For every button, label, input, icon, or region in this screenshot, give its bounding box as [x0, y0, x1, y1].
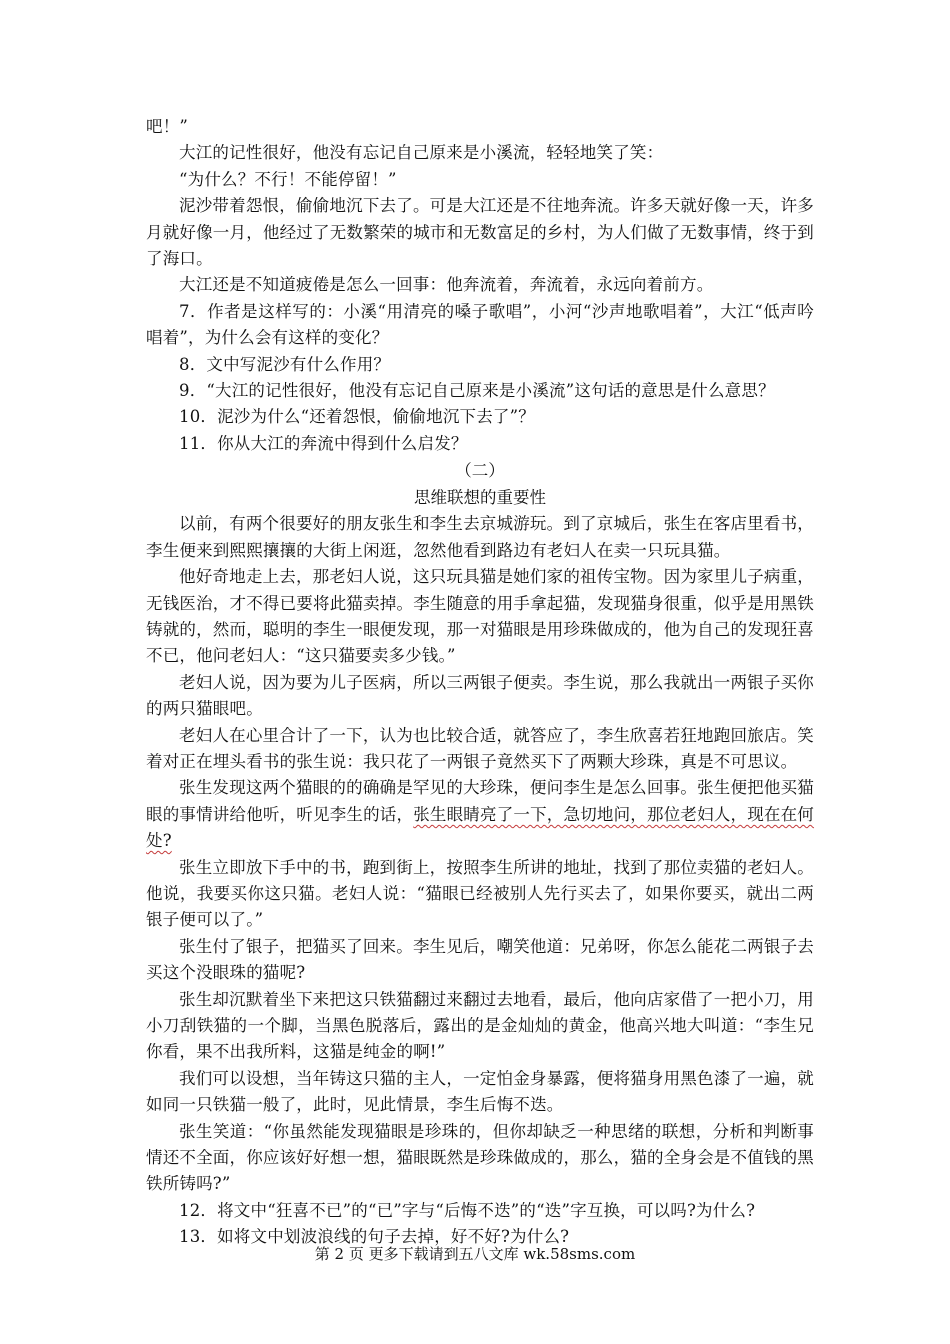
- question-8: 8．文中写泥沙有什么作用？: [179, 354, 391, 374]
- passage-paragraph: 大江还是不知道疲倦是怎么一回事：他奔流着，奔流着，永远向着前方。: [179, 275, 714, 295]
- question-7: 7．作者是这样写的：小溪“用清亮的嗓子歌唱”，小河“沙声地歌唱着”，大江“低声吟唱着”，为什么会有这样的变化？: [146, 301, 814, 348]
- passage-paragraph: 老妇人在心里合计了一下，认为也比较合适，就答应了，李生欣喜若狂地跑回旅店。笑着对正在埋头看书的张生说：我只花了一两银子竟然买下了两颗大珍珠，真是不可思议。: [146, 725, 814, 771]
- passage-paragraph: 老妇人说，因为要为儿子医病，所以三两银子便卖。李生说，那么我就出一两银子买你的两只猫眼吧。: [146, 672, 814, 719]
- question-11: 11．你从大江的奔流中得到什么启发？: [179, 433, 468, 453]
- section-title: 思维联想的重要性: [414, 488, 546, 508]
- page-content: [146, 114, 814, 1251]
- passage-paragraph: 泥沙带着怨恨，偷偷地沉下去了。可是大江还是不往地奔流。许多天就好像一天，许多月就好像一月，他经过了无数繁荣的城市和无数富足的乡村，为人们做了无数事情，终于到了海口。: [146, 196, 814, 269]
- wavy-underlined-sentence: 张生眼睛亮了一下，急切地问，那位老妇人，现在在何处?: [146, 804, 815, 851]
- question-10: 10．泥沙为什么“还着怨恨，偷偷地沉下去了”？: [179, 407, 535, 427]
- section-number: （二）: [455, 461, 505, 481]
- passage-paragraph: [146, 775, 814, 854]
- passage-paragraph: 我们可以设想，当年铸这只猫的主人，一定怕金身暴露，便将猫身用黑色漆了一遍，就如同一只铁猫一般了，此时，见此情景，李生后悔不迭。: [146, 1068, 814, 1115]
- passage-paragraph: 大江的记性很好，他没有忘记自己原来是小溪流，轻轻地笑了笑：: [179, 143, 664, 163]
- passage-paragraph: 张生立即放下手中的书，跑到街上，按照李生所讲的地址，找到了那位卖猫的老妇人。他说，我要买你这只猫。老妇人说：“猫眼已经被别人先行买去了，如果你要买，就出二两银子便可以了。”: [146, 857, 814, 930]
- passage-paragraph: “为什么？不行！不能停留！”: [179, 169, 397, 189]
- passage-paragraph: 以前，有两个很要好的朋友张生和李生去京城游玩。到了京城后，张生在客店里看书，李生便来到熙熙攘攘的大街上闲逛，忽然他看到路边有老妇人在卖一只玩具猫。: [146, 514, 814, 560]
- passage-paragraph: 张生笑道：“你虽然能发现猫眼是珍珠的，但你却缺乏一种思绪的联想，分析和判断事情还不全面，你应该好好想一想，猫眼既然是珍珠做成的，那么，猫的全身会是不值钱的黑铁所铸吗?”: [146, 1121, 814, 1194]
- paragraph-text: 张生发现这两个猫眼的的确确是罕见的大珍珠，便问李生是怎么回事。张生便把他买猫眼的事情讲给他听，听见李生的话，: [146, 778, 814, 824]
- passage-paragraph: 张生付了银子，把猫买了回来。李生见后，嘲笑他道：兄弟呀，你怎么能花二两银子去买这个没眼珠的猫呢?: [146, 936, 814, 983]
- passage-paragraph: 张生却沉默着坐下来把这只铁猫翻过来翻过去地看，最后，他向店家借了一把小刀，用小刀刮铁猫的一个脚，当黑色脱落后，露出的是金灿灿的黄金，他高兴地大叫道：“李生兄你看，果不出我所料，这猫是纯金的啊!”: [146, 989, 814, 1062]
- question-13: 13．如将文中划波浪线的句子去掉，好不好?为什么?: [179, 1227, 570, 1247]
- page-footer: 第 2 页 更多下载请到五八文库 wk.58sms.com: [314, 1245, 636, 1263]
- question-12: 12．将文中“狂喜不已”的“已”字与“后悔不迭”的“迭”字互换，可以吗?为什么?: [179, 1200, 756, 1220]
- question-9: 9．“大江的记性很好，他没有忘记自己原来是小溪流”这句话的意思是什么意思？: [179, 381, 775, 401]
- passage-paragraph: 他好奇地走上去，那老妇人说，这只玩具猫是她们家的祖传宝物。因为家里儿子病重，无钱医治，才不得已要将此猫卖掉。李生随意的用手拿起猫，发现猫身很重，似乎是用黑铁铸就的，然而，聪明的李生一眼便发现，那一对猫眼是用珍珠做成的，他为自己的发现狂喜不已，他问老妇人：“这只猫要卖多少钱。”: [146, 567, 814, 666]
- passage-continuation: 吧！”: [146, 117, 189, 136]
